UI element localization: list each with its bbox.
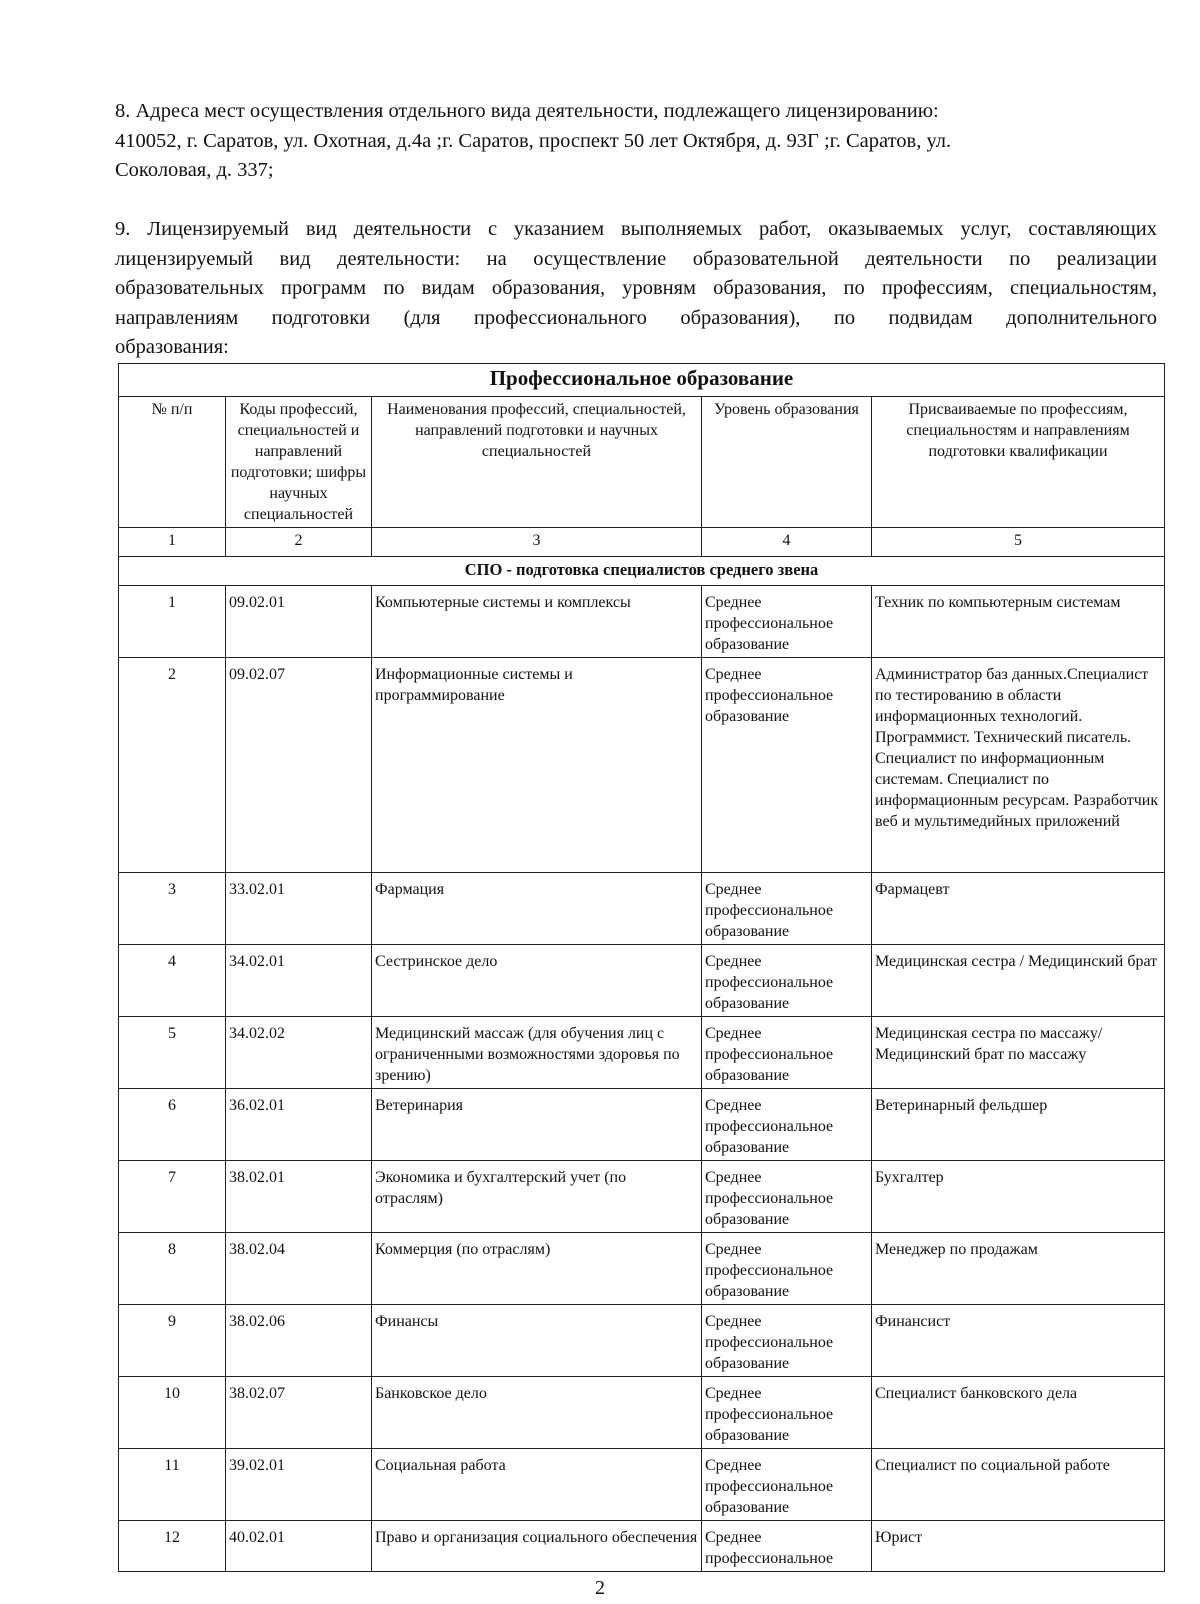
row-qualification: Юрист (872, 1521, 1165, 1572)
column-number: 1 (119, 528, 226, 557)
table-row (119, 1017, 1165, 1089)
row-code: 36.02.01 (226, 1089, 372, 1161)
column-number: 3 (372, 528, 702, 557)
row-qualification: Медицинская сестра по массажу/Медицинский брат по массажу (872, 1017, 1165, 1089)
row-number: 4 (119, 945, 226, 1017)
table-row (119, 945, 1165, 1017)
table-row (119, 1233, 1165, 1305)
column-number: 2 (226, 528, 372, 557)
paragraph-8-line: Соколовая, д. 337; (115, 159, 274, 181)
table-row (119, 1089, 1165, 1161)
column-number: 5 (872, 528, 1165, 557)
row-level: Среднее профессиональное образование (702, 873, 872, 945)
table-header-row (119, 397, 1165, 528)
row-qualification: Медицинская сестра / Медицинский брат (872, 945, 1165, 1017)
row-number: 3 (119, 873, 226, 945)
column-numbers-row (119, 528, 1165, 557)
row-code: 09.02.07 (226, 658, 372, 873)
paragraph-9-line: образования: (115, 336, 229, 358)
table-row (119, 658, 1165, 873)
row-number: 10 (119, 1377, 226, 1449)
row-level: Среднее профессиональное образование (702, 586, 872, 658)
row-name: Право и организация социального обеспечения (372, 1521, 702, 1572)
row-name: Сестринское дело (372, 945, 702, 1017)
row-name: Компьютерные системы и комплексы (372, 586, 702, 658)
row-name: Медицинский массаж (для обучения лиц с ограниченными возможностями здоровья по зрению) (372, 1017, 702, 1089)
row-number: 5 (119, 1017, 226, 1089)
row-number: 9 (119, 1305, 226, 1377)
header-level: Уровень образования (702, 397, 872, 528)
row-code: 39.02.01 (226, 1449, 372, 1521)
row-qualification: Техник по компьютерным системам (872, 586, 1165, 658)
row-name: Коммерция (по отраслям) (372, 1233, 702, 1305)
table-row (119, 586, 1165, 658)
header-name: Наименования профессий, специальностей, направлений подготовки и научных специальностей (372, 397, 702, 528)
paragraph-8-line: 410052, г. Саратов, ул. Охотная, д.4а ;г. Саратов, проспект 50 лет Октября, д. 93Г ;г. Саратов, ул. (115, 129, 952, 152)
row-level: Среднее профессиональное образование (702, 658, 872, 873)
row-level: Среднее профессиональное образование (702, 1089, 872, 1161)
row-number: 1 (119, 586, 226, 658)
row-level: Среднее профессиональное образование (702, 1305, 872, 1377)
paragraph-9-line: направлениям подготовки (для профессионального образования), по подвидам дополнительного (115, 306, 1157, 329)
row-level: Среднее профессиональное образование (702, 1017, 872, 1089)
row-name: Финансы (372, 1305, 702, 1377)
row-code: 38.02.07 (226, 1377, 372, 1449)
row-name: Экономика и бухгалтерский учет (по отраслям) (372, 1161, 702, 1233)
row-qualification: Ветеринарный фельдшер (872, 1089, 1165, 1161)
license-table (118, 363, 1165, 1572)
row-level: Среднее профессиональное образование (702, 1161, 872, 1233)
row-code: 33.02.01 (226, 873, 372, 945)
row-qualification: Специалист банковского дела (872, 1377, 1165, 1449)
row-qualification: Фармацевт (872, 873, 1165, 945)
header-code: Коды профессий, специальностей и направлений подготовки; шифры научных специальностей (226, 397, 372, 528)
row-level: Среднее профессиональное (702, 1521, 872, 1572)
row-code: 38.02.06 (226, 1305, 372, 1377)
row-code: 34.02.01 (226, 945, 372, 1017)
row-number: 7 (119, 1161, 226, 1233)
row-code: 40.02.01 (226, 1521, 372, 1572)
paragraph-8-line: 8. Адреса мест осуществления отдельного вида деятельности, подлежащего лицензированию: (115, 100, 939, 122)
row-level: Среднее профессиональное образование (702, 1449, 872, 1521)
paragraph-9-line: 9. Лицензируемый вид деятельности с указанием выполняемых работ, оказываемых услуг, составляющих (115, 218, 1157, 240)
header-qualification: Присваиваемые по профессиям, специальностям и направлениям подготовки квалификации (872, 397, 1165, 528)
row-qualification: Специалист по социальной работе (872, 1449, 1165, 1521)
paragraph-9-line: образовательных программ по видам образования, уровням образования, по профессиям, специальностям, (115, 277, 1157, 299)
section-title: СПО - подготовка специалистов среднего звена (119, 557, 1165, 586)
row-level: Среднее профессиональное образование (702, 945, 872, 1017)
row-code: 38.02.01 (226, 1161, 372, 1233)
table-row (119, 1161, 1165, 1233)
row-number: 8 (119, 1233, 226, 1305)
row-name: Фармация (372, 873, 702, 945)
paragraph-9-activity (115, 215, 1157, 363)
row-qualification: Бухгалтер (872, 1161, 1165, 1233)
row-name: Социальная работа (372, 1449, 702, 1521)
table-title: Профессиональное образование (119, 364, 1165, 397)
section-row (119, 557, 1165, 586)
row-level: Среднее профессиональное образование (702, 1233, 872, 1305)
row-number: 11 (119, 1449, 226, 1521)
row-code: 09.02.01 (226, 586, 372, 658)
header-number: № п/п (119, 397, 226, 528)
table-title-row (119, 364, 1165, 397)
paragraph-8-addresses (115, 97, 1157, 186)
paragraph-9-line: лицензируемый вид деятельности: на осуществление образовательной деятельности по реализации (115, 247, 1157, 270)
row-number: 12 (119, 1521, 226, 1572)
row-number: 2 (119, 658, 226, 873)
table-row (119, 1521, 1165, 1572)
column-number: 4 (702, 528, 872, 557)
table-row (119, 1305, 1165, 1377)
row-qualification: Менеджер по продажам (872, 1233, 1165, 1305)
row-level: Среднее профессиональное образование (702, 1377, 872, 1449)
row-name: Ветеринария (372, 1089, 702, 1161)
row-code: 34.02.02 (226, 1017, 372, 1089)
table-row (119, 873, 1165, 945)
row-qualification: Администратор баз данных.Специалист по тестированию в области информационных технологий. Программист. Технический писатель. Специалист по информационным системам. Специалист по информационным ресурсам. Разработчик веб и мультимедийных приложений (872, 658, 1165, 873)
row-number: 6 (119, 1089, 226, 1161)
page-number: 2 (595, 1577, 605, 1599)
row-qualification: Финансист (872, 1305, 1165, 1377)
row-code: 38.02.04 (226, 1233, 372, 1305)
row-name: Банковское дело (372, 1377, 702, 1449)
table-row (119, 1449, 1165, 1521)
row-name: Информационные системы и программирование (372, 658, 702, 873)
table-row (119, 1377, 1165, 1449)
